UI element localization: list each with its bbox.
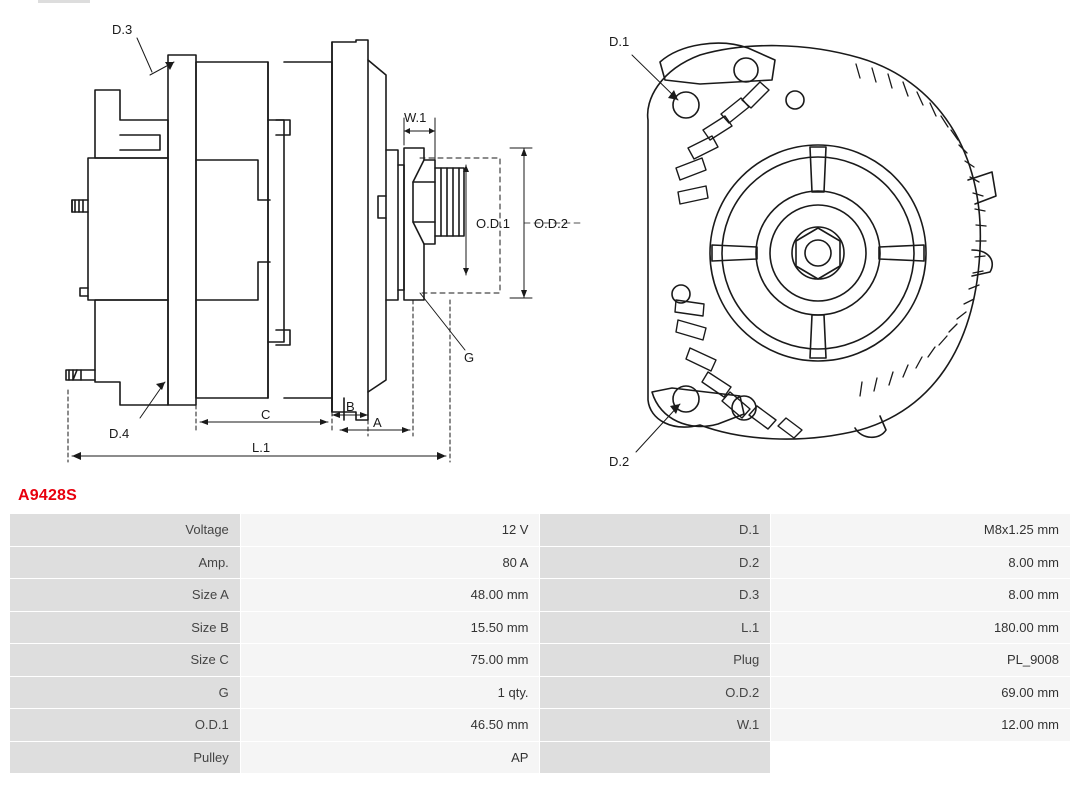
spec-value: M8x1.25 mm <box>771 514 1071 547</box>
spec-value: 12.00 mm <box>771 709 1071 742</box>
table-row <box>10 676 1071 709</box>
spec-value: 69.00 mm <box>771 676 1071 709</box>
spec-value: 80 A <box>240 546 540 579</box>
label-d3: D.3 <box>112 22 133 37</box>
spec-label: D.1 <box>540 514 771 547</box>
label-l1: L.1 <box>252 440 271 455</box>
table-row <box>10 579 1071 612</box>
spec-label: D.2 <box>540 546 771 579</box>
spec-label: Size A <box>10 579 241 612</box>
label-d1: D.1 <box>609 34 630 49</box>
table-row <box>10 611 1071 644</box>
spec-value: 8.00 mm <box>771 546 1071 579</box>
spec-value: AP <box>240 741 540 774</box>
spec-value: 75.00 mm <box>240 644 540 677</box>
spec-label: Pulley <box>10 741 241 774</box>
spec-value-empty <box>771 741 1071 774</box>
spec-value: 46.50 mm <box>240 709 540 742</box>
spec-label: Plug <box>540 644 771 677</box>
spec-value: PL_9008 <box>771 644 1071 677</box>
spec-label: G <box>10 676 241 709</box>
spec-label-empty <box>540 741 771 774</box>
specifications-table <box>9 513 1071 774</box>
spec-value: 12 V <box>240 514 540 547</box>
label-w1: W.1 <box>404 110 427 125</box>
label-c: C <box>261 407 271 422</box>
spec-label: Voltage <box>10 514 241 547</box>
spec-label: W.1 <box>540 709 771 742</box>
table-row <box>10 741 1071 774</box>
spec-label: Size B <box>10 611 241 644</box>
label-a: A <box>373 415 382 430</box>
spec-label: O.D.1 <box>10 709 241 742</box>
spec-value: 15.50 mm <box>240 611 540 644</box>
table-row <box>10 546 1071 579</box>
label-d2: D.2 <box>609 454 630 469</box>
spec-label: L.1 <box>540 611 771 644</box>
spec-value: 48.00 mm <box>240 579 540 612</box>
spec-label: O.D.2 <box>540 676 771 709</box>
spec-value: 8.00 mm <box>771 579 1071 612</box>
page-title: A9428S <box>18 487 78 504</box>
table-row <box>10 709 1071 742</box>
label-b: B <box>346 399 355 414</box>
label-od1: O.D.1 <box>476 216 510 231</box>
table-row <box>10 644 1071 677</box>
label-od2: O.D.2 <box>534 216 568 231</box>
spec-value: 180.00 mm <box>771 611 1071 644</box>
spec-label: D.3 <box>540 579 771 612</box>
label-g: G <box>464 350 475 365</box>
spec-value: 1 qty. <box>240 676 540 709</box>
spec-label: Amp. <box>10 546 241 579</box>
label-d4: D.4 <box>109 426 130 441</box>
table-row <box>10 514 1071 547</box>
spec-label: Size C <box>10 644 241 677</box>
